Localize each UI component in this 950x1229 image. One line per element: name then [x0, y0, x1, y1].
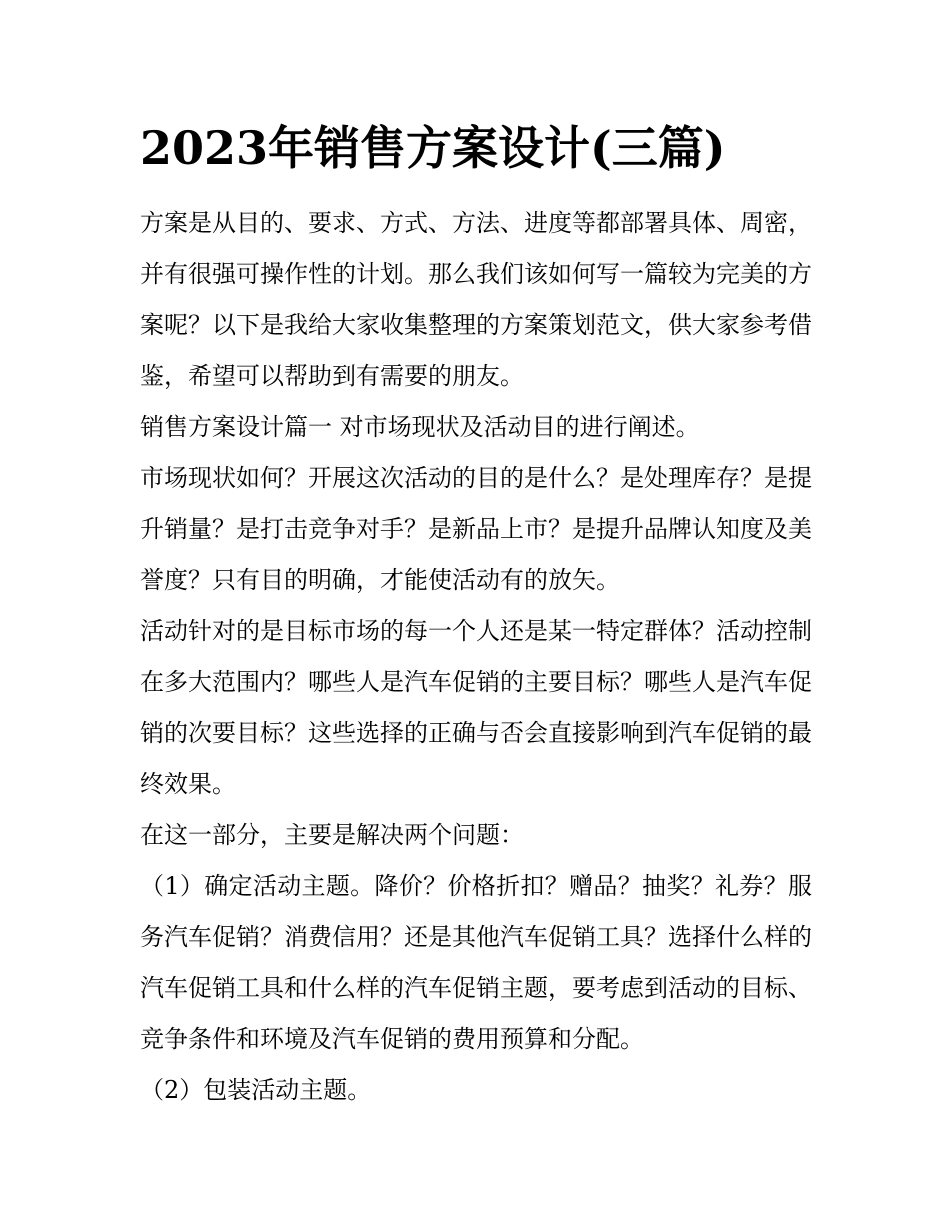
- paragraph: 在这一部分，主要是解决两个问题：: [140, 821, 524, 849]
- paragraph: 活动针对的是目标市场的每一个人还是某一特定群体？活动控制在多大范围内？哪些人是汽车促销的主要目标？哪些人是汽车促销的次要目标？这些选择的正确与否会直接影响到汽车促销的最终效果。: [140, 617, 812, 798]
- paragraph: 方案是从目的、要求、方式、方法、进度等都部署具体、周密，并有很强可操作性的计划。那么我们该如何写一篇较为完美的方案呢？以下是我给大家收集整理的方案策划范文，供大家参考借鉴，希望可以帮助到有需要的朋友。: [140, 209, 812, 390]
- document-title: 2023年销售方案设计(三篇): [140, 121, 726, 175]
- paragraph: （2）包装活动主题。: [140, 1076, 372, 1104]
- paragraph: 市场现状如何？开展这次活动的目的是什么？是处理库存？是提升销量？是打击竞争对手？是新品上市？是提升品牌认知度及美誉度？只有目的明确，才能使活动有的放矢。: [140, 464, 812, 594]
- document-body: [140, 198, 812, 1116]
- paragraph: 销售方案设计篇一 对市场现状及活动目的进行阐述。: [140, 413, 700, 441]
- paragraph: （1）确定活动主题。降价？价格折扣？赠品？抽奖？礼券？服务汽车促销？消费信用？还是其他汽车促销工具？选择什么样的汽车促销工具和什么样的汽车促销主题，要考虑到活动的目标、竞争条件和环境及汽车促销的费用预算和分配。: [140, 872, 812, 1053]
